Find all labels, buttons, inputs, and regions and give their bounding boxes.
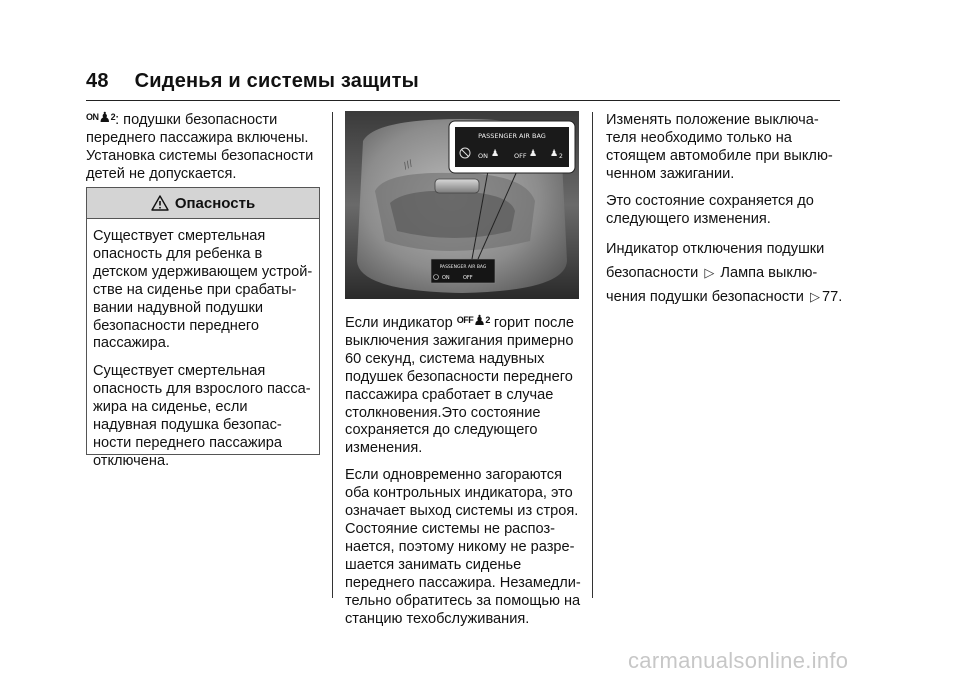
panel-off-seat-icon: ♟	[529, 149, 538, 159]
danger-header	[87, 188, 319, 219]
column-left	[86, 109, 318, 184]
on-description: ON♟2: подушки безопасности переднего пассажира включены. Установка системы безопасности детей не допускается.	[86, 109, 314, 182]
panel-on-seat-icon: ♟	[491, 149, 500, 159]
page-reference-link[interactable]: 77	[822, 289, 839, 306]
overhead-console-photo	[345, 111, 579, 299]
watermark: carmanualsonline.info	[628, 648, 849, 673]
cross-reference-icon[interactable]: ▷	[810, 289, 821, 305]
small-on-label: ON	[442, 275, 450, 281]
panel-title: PASSENGER AIR BAG	[478, 132, 546, 140]
airbag-off-icon: OFF♟2	[456, 312, 490, 328]
column-divider-2	[592, 112, 593, 598]
indicator-paragraph: Индикатор отключения подушки безопасности ▷ Лампа выклю- чения подушки безопасности ▷ 77.	[606, 241, 843, 306]
danger-body	[87, 219, 319, 471]
switch-paragraph: Изменять положение выключа- теля необходимо только на стоящем автомобиле при выклю- ченном зажигании.	[606, 112, 833, 182]
warning-triangle-icon	[151, 195, 169, 211]
danger-title: Опасность	[174, 194, 256, 212]
panel-digit: 2	[559, 153, 563, 160]
off-paragraph: Если индикатор OFF♟2 горит после выключения зажигания примерно 60 секунд, система надувных подушек безопасности переднего пассажира сработает в случае столкновения.Это состояние сохраняется до следующего изменения.	[345, 312, 574, 457]
panel-on-label: ON	[478, 152, 488, 160]
column-right	[606, 112, 846, 318]
passenger-seat-icon: ♟	[550, 149, 559, 159]
column-middle	[345, 312, 583, 637]
panel-off-label: OFF	[514, 152, 527, 160]
svg-text:///: ///	[402, 158, 415, 172]
fault-paragraph: Если одновременно загораются оба контрольных индикатора, это означает выход системы из строя. Состояние системы не распоз- нается, поэтому никому не разре- шается занимать сиденье переднего пассажира. Незамедли- тельно обратитесь за помощью на станцию техобслуживания.	[345, 467, 581, 627]
small-off-label: OFF	[463, 275, 473, 281]
column-divider-1	[332, 112, 333, 598]
header-rule	[86, 100, 840, 101]
small-panel-title: PASSENGER AIR BAG	[439, 265, 487, 270]
page-title: Сиденья и системы защиты	[134, 70, 419, 92]
danger-paragraph-1: Существует смертельная опасность для ребенка в детском удерживающем устрой- стве на сиденье при срабаты- вании надувной подушки безопасности переднего пассажира.	[93, 228, 313, 352]
state-paragraph: Это состояние сохраняется до следующего изменения.	[606, 192, 814, 227]
airbag-on-icon: ON♟2	[86, 109, 116, 125]
page-number: 48	[86, 70, 109, 92]
danger-paragraph-2: Существует смертельная опасность для взрослого пасса- жира на сиденье, если надувная подушка безопас- ности переднего пассажира отключена.	[93, 363, 311, 469]
page-header	[86, 70, 419, 93]
danger-box	[86, 187, 320, 469]
cross-reference-icon[interactable]: ▷	[704, 265, 715, 281]
